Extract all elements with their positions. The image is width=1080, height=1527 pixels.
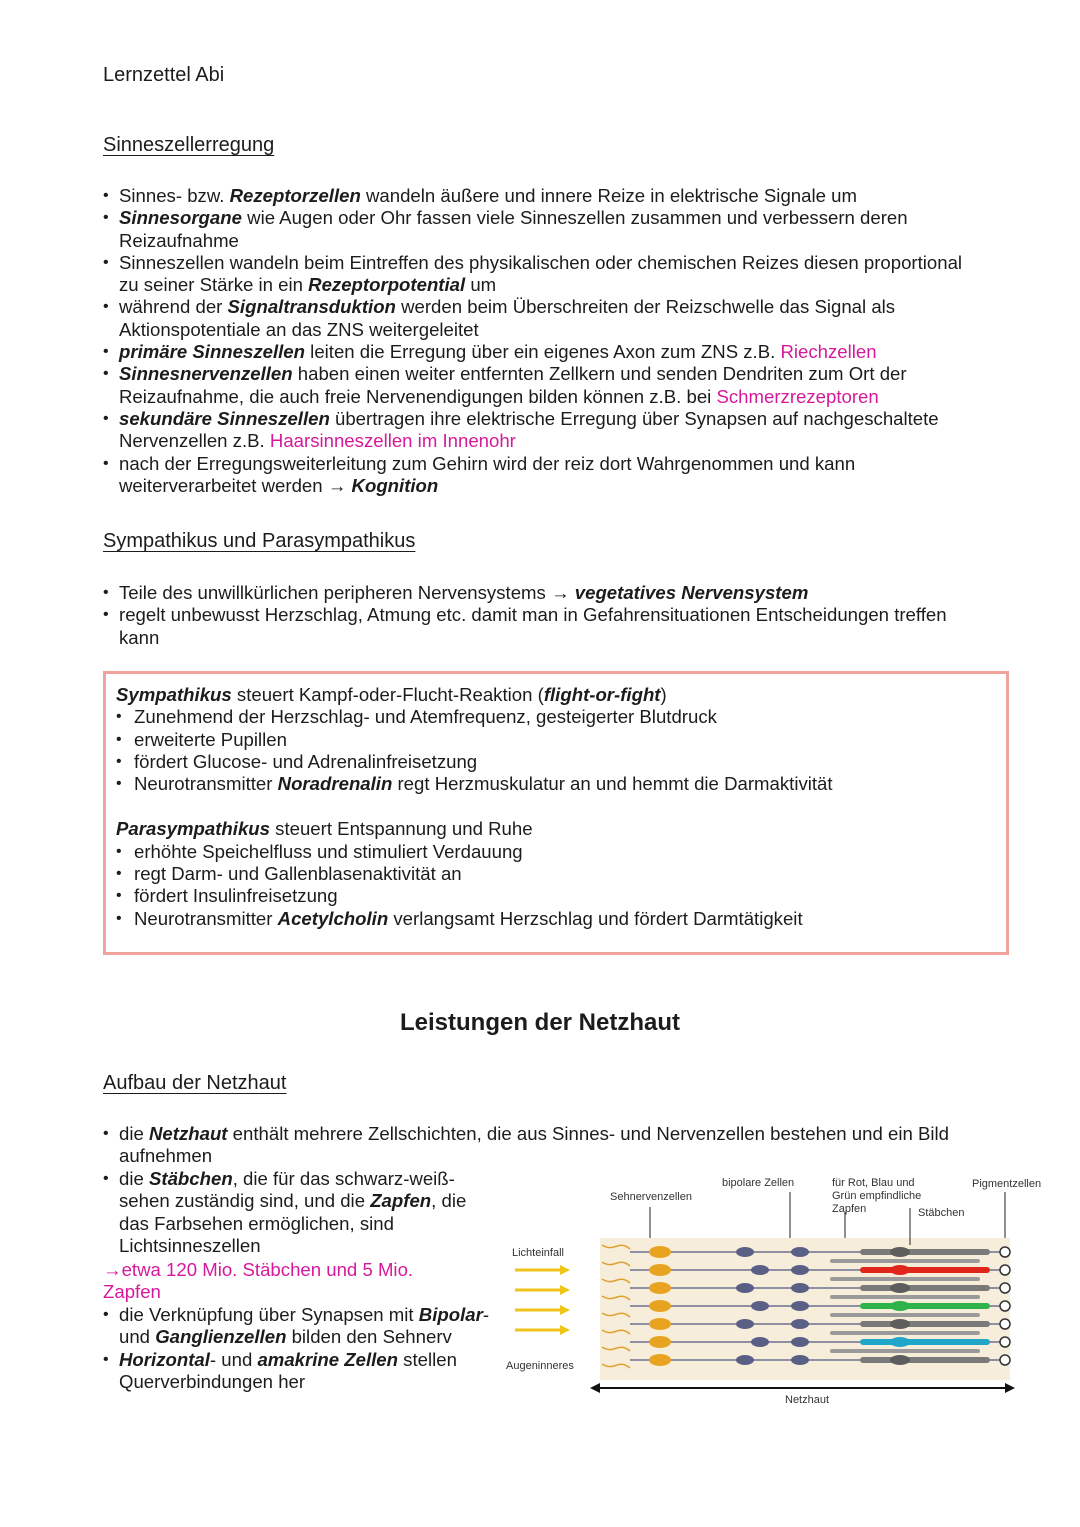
- list-item: • Neurotransmitter Noradrenalin regt Herzmuskulatur an und hemmt die Darmaktivität: [116, 773, 996, 795]
- list-item: • erhöhte Speichelfluss und stimuliert Verdauung: [116, 841, 996, 863]
- ganglion-cell: [649, 1354, 671, 1366]
- photoreceptor-segment: [860, 1285, 990, 1291]
- list-netzhaut-top: [103, 1123, 993, 1168]
- list-item: • sekundäre Sinneszellen übertragen ihre elektrische Erregung über Synapsen auf nachgeschaltete Nervenzellen z.B. Haarsinneszellen im Innenohr: [103, 408, 983, 453]
- rod-cell: [830, 1277, 980, 1281]
- pigment-cell: [1000, 1283, 1010, 1293]
- label-augeninneres: Augeninneres: [506, 1360, 574, 1372]
- parasympathikus-title: Parasympathikus steuert Entspannung und Ruhe: [116, 818, 533, 840]
- pigment-cell: [1000, 1247, 1010, 1257]
- pigment-cell: [1000, 1337, 1010, 1347]
- list-item: • regelt unbewusst Herzschlag, Atmung etc. damit man in Gefahrensituationen Entscheidungen treffen kann: [103, 604, 983, 649]
- bipolar-cell: [751, 1265, 769, 1275]
- retina-diagram: [500, 1170, 1060, 1415]
- bipolar-cell: [751, 1337, 769, 1347]
- ganglion-cell: [649, 1282, 671, 1294]
- list-item: • nach der Erregungsweiterleitung zum Gehirn wird der reiz dort Wahrgenommen und kann weiterverarbeitet werden → Kognition: [103, 453, 983, 498]
- photoreceptor-segment: [860, 1357, 990, 1363]
- bipolar-cell: [736, 1247, 754, 1257]
- ganglion-cell: [649, 1264, 671, 1276]
- photoreceptor-segment: [860, 1303, 990, 1309]
- photoreceptor-body: [890, 1265, 910, 1275]
- bipolar-cell: [791, 1355, 809, 1365]
- label-netzhaut: Netzhaut: [785, 1394, 830, 1406]
- list-sympathikus-intro: [103, 582, 983, 649]
- photoreceptor-body: [890, 1337, 910, 1347]
- photoreceptor-body: [890, 1283, 910, 1293]
- photoreceptor-body: [890, 1319, 910, 1329]
- rod-cell: [830, 1313, 980, 1317]
- ganglion-cell: [649, 1318, 671, 1330]
- list-netzhaut-left-2: [103, 1304, 493, 1393]
- bipolar-cell: [736, 1355, 754, 1365]
- list-item: • Neurotransmitter Acetylcholin verlangsamt Herzschlag und fördert Darmtätigkeit: [116, 908, 996, 930]
- sympathikus-title: Sympathikus steuert Kampf-oder-Flucht-Reaktion (flight-or-fight): [116, 684, 667, 705]
- list-item: • primäre Sinneszellen leiten die Erregung über ein eigenes Axon zum ZNS z.B. Riechzellen: [103, 341, 983, 363]
- label-zapfen-line3: Zapfen: [832, 1203, 867, 1215]
- photoreceptor-segment: [860, 1267, 990, 1273]
- section-title-netzhaut: Leistungen der Netzhaut: [399, 1009, 681, 1036]
- bipolar-cell: [751, 1301, 769, 1311]
- list-item: • Sinnesnervenzellen haben einen weiter entfernten Zellkern und senden Dendriten zum Ort der Reizaufnahme, die auch freie Nervenendigungen bilden können z.B. bei Schmerzrezeptoren: [103, 363, 983, 408]
- photoreceptor-body: [890, 1355, 910, 1365]
- photoreceptor-segment: [860, 1249, 990, 1255]
- rod-cone-count-note: →etwa 120 Mio. Stäbchen und 5 Mio. Zapfen: [103, 1259, 414, 1303]
- arrow-light-direction: [515, 1265, 570, 1335]
- pigment-cell: [1000, 1355, 1010, 1365]
- photoreceptor-body: [890, 1247, 910, 1257]
- document-header: Lernzettel Abi: [103, 64, 225, 86]
- list-item: • regt Darm- und Gallenblasenaktivität an: [116, 863, 996, 885]
- rod-cell: [830, 1259, 980, 1263]
- bipolar-cell: [791, 1301, 809, 1311]
- list-item: • erweiterte Pupillen: [116, 729, 996, 751]
- pigment-cell: [1000, 1319, 1010, 1329]
- pigment-cell: [1000, 1301, 1010, 1311]
- list-item: • während der Signaltransduktion werden beim Überschreiten der Reizschwelle das Signal als Aktionspotentiale an das ZNS weitergeleitet: [103, 296, 983, 341]
- list-item: • Sinneszellen wandeln beim Eintreffen des physikalischen oder chemischen Reizes diesen proportional zu seiner Stärke in ein Rezeptorpotential um: [103, 252, 983, 297]
- info-box-nervous-system: [103, 671, 1009, 955]
- arrow-icon: →: [327, 474, 347, 496]
- list-item: • die Netzhaut enthält mehrere Zellschichten, die aus Sinnes- und Nervenzellen bestehen und ein Bild aufnehmen: [103, 1123, 993, 1168]
- retina-axis: [590, 1383, 1015, 1393]
- label-zapfen-line2: Grün empfindliche: [832, 1190, 922, 1202]
- bipolar-cell: [791, 1337, 809, 1347]
- bipolar-cell: [791, 1247, 809, 1257]
- list-item: • Teile des unwillkürlichen peripheren Nervensystems → vegetatives Nervensystem: [103, 582, 983, 604]
- arrow-icon: →: [551, 582, 570, 603]
- list-item: • die Stäbchen, die für das schwarz-weiß-sehen zuständig sind, und die Zapfen, die das Farbsehen ermöglichen, sind Lichtsinneszellen: [103, 1168, 493, 1257]
- list-item: • fördert Insulinfreisetzung: [116, 885, 996, 907]
- bipolar-cell: [791, 1283, 809, 1293]
- label-staebchen: Stäbchen: [918, 1207, 965, 1219]
- list-item: • fördert Glucose- und Adrenalinfreisetzung: [116, 751, 996, 773]
- rod-cell: [830, 1295, 980, 1299]
- bipolar-cell: [791, 1319, 809, 1329]
- heading-sympathikus: Sympathikus und Parasympathikus: [103, 530, 416, 552]
- list-item: • die Verknüpfung über Synapsen mit Bipolar- und Ganglienzellen bilden den Sehnerv: [103, 1304, 493, 1349]
- label-lichteinfall: Lichteinfall: [512, 1247, 564, 1259]
- rod-cell: [830, 1349, 980, 1353]
- bipolar-cell: [736, 1283, 754, 1293]
- bipolar-cell: [791, 1265, 809, 1275]
- list-parasympathikus: [116, 841, 996, 930]
- ganglion-cell: [649, 1300, 671, 1312]
- heading-aufbau-netzhaut: Aufbau der Netzhaut: [103, 1072, 287, 1094]
- photoreceptor-body: [890, 1301, 910, 1311]
- label-sehnervenzellen: Sehnervenzellen: [610, 1191, 692, 1203]
- heading-sinneszellerregung: Sinneszellerregung: [103, 134, 275, 156]
- label-zapfen-line1: für Rot, Blau und: [832, 1177, 915, 1189]
- list-item: • Zunehmend der Herzschlag- und Atemfrequenz, gesteigerter Blutdruck: [116, 706, 996, 728]
- bipolar-cell: [736, 1319, 754, 1329]
- list-item: • Horizontal- und amakrine Zellen stellen Querverbindungen her: [103, 1349, 493, 1394]
- label-pigmentzellen: Pigmentzellen: [972, 1178, 1042, 1190]
- ganglion-cell: [649, 1246, 671, 1258]
- photoreceptor-segment: [860, 1339, 990, 1345]
- list-netzhaut-left: [103, 1168, 493, 1257]
- rod-cell: [830, 1331, 980, 1335]
- label-bipolare-zellen: bipolare Zellen: [722, 1177, 795, 1189]
- list-item: • Sinnes- bzw. Rezeptorzellen wandeln äußere und innere Reize in elektrische Signale um: [103, 185, 983, 207]
- photoreceptor-segment: [860, 1321, 990, 1327]
- pigment-cell: [1000, 1265, 1010, 1275]
- list-sympathikus: [116, 706, 996, 795]
- list-item: • Sinnesorgane wie Augen oder Ohr fassen viele Sinneszellen zusammen und verbessern deren Reizaufnahme: [103, 207, 983, 252]
- ganglion-cell: [649, 1336, 671, 1348]
- list-sinneszellerregung: [103, 185, 983, 497]
